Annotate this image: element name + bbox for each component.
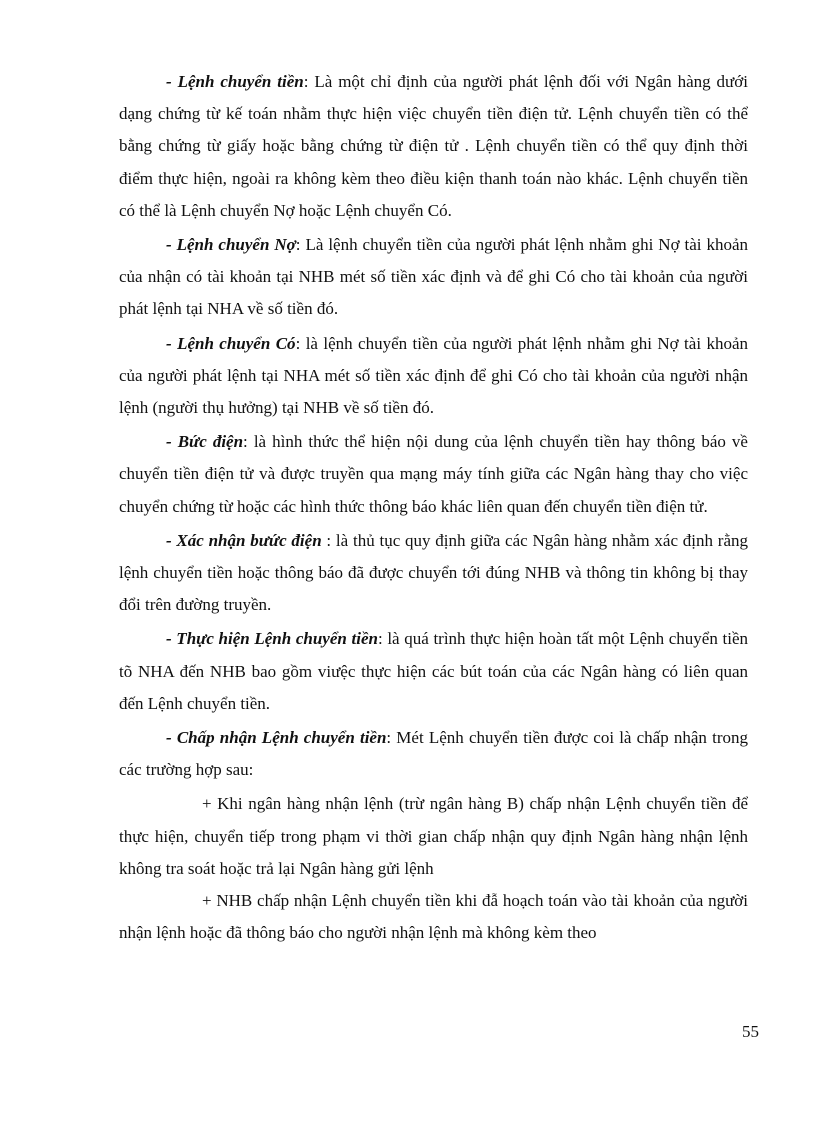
term-lenh-chuyen-no: - Lệnh chuyển Nợ	[166, 235, 296, 255]
paragraph-buc-dien	[119, 426, 748, 523]
definition-thuc-hien-lenh: : là quá trình thực hiện hoàn tất một Lệnh chuyển tiền tõ NHA đến NHB bao gồm viưệc thực hiện các bút toán của các Ngân hàng có liên quan đến Lệnh chuyển tiền.	[119, 629, 748, 713]
paragraph-lenh-chuyen-tien	[119, 66, 748, 227]
term-buc-dien: - Bức điện	[166, 432, 244, 452]
term-lenh-chuyen-co: - Lệnh chuyển Có	[166, 333, 296, 353]
term-chap-nhan-lenh: - Chấp nhận Lệnh chuyển tiền	[166, 728, 387, 748]
definition-lenh-chuyen-no: : Là lệnh chuyển tiền của người phát lệnh nhằm ghi Nợ tài khoản của nhận có tài khoản tại NHB mét số tiền xác định và để ghi Có cho tài khoản của người phát lệnh tại NHA về số tiền đó.	[119, 235, 748, 319]
definition-lenh-chuyen-co: : là lệnh chuyển tiền của người phát lệnh nhằm ghi Nợ tài khoản của người phát lệnh tại NHA mét số tiền xác định để ghi Có cho tài khoản của người nhận lệnh (người thụ hưởng) tại NHB về số tiền đó.	[119, 333, 748, 418]
definition-chap-nhan-lenh: : Mét Lệnh chuyển tiền được coi là chấp nhận trong các trường hợp sau:	[119, 728, 748, 780]
document-body	[119, 66, 748, 949]
page-number: 55	[742, 1022, 759, 1041]
paragraph-thuc-hien-lenh	[119, 623, 748, 720]
term-lenh-chuyen-tien: - Lệnh chuyển tiền	[166, 72, 304, 91]
paragraph-xac-nhan-buc-dien	[119, 525, 748, 622]
paragraph-lenh-chuyen-co	[119, 328, 748, 425]
definition-buc-dien: : là hình thức thể hiện nội dung của lệnh chuyển tiền hay thông báo về chuyển tiền điện tử và được truyền qua mạng máy tính giữa các Ngân hàng thay cho việc chuyển chứng từ hoặc các hình thức thông báo khác liên quan đến chuyển tiền điện tử.	[119, 432, 748, 516]
paragraph-chap-nhan-lenh	[119, 722, 748, 786]
paragraph-lenh-chuyen-no	[119, 229, 748, 326]
term-thuc-hien-lenh: - Thực hiện Lệnh chuyển tiền	[166, 629, 378, 649]
term-xac-nhan-buc-dien: - Xác nhận bưức điện	[166, 530, 322, 550]
definition-xac-nhan-buc-dien: : là thủ tục quy định giữa các Ngân hàng nhằm xác định rằng lệnh chuyển tiền hoặc thông báo đã được chuyển tới đúng NHB và thông tin không bị thay đổi trên đường truyền.	[119, 530, 748, 615]
sub-item-ngan-hang-nhan-lenh: + Khi ngân hàng nhận lệnh (trừ ngân hàng B) chấp nhận Lệnh chuyển tiền để thực hiện, chuyển tiếp trong phạm vi thời gian chấp nhận quy định Ngân hàng nhận lệnh không tra soát hoặc trả lại Ngân hàng gửi lệnh	[119, 794, 748, 878]
sub-item-nhb-chap-nhan: + NHB chấp nhận Lệnh chuyển tiền khi đẫ hoạch toán vào tài khoản của người nhận lệnh hoặc đã thông báo cho người nhận lệnh mà không kèm theo	[119, 891, 748, 943]
definition-lenh-chuyen-tien: : Là một chỉ định của người phát lệnh đối với Ngân hàng dưới dạng chứng từ kế toán nhằm thực hiện việc chuyển tiền điện tử. Lệnh chuyển tiền có thể bằng chứng từ giấy hoặc bằng chứng từ điện tử . Lệnh chuyển tiền có thể quy định thời điểm thực hiện, ngoài ra không kèm theo điều kiện thanh toán nào khác. Lệnh chuyển tiền có thể là Lệnh chuyển Nợ hoặc Lệnh chuyển Có.	[119, 72, 748, 220]
